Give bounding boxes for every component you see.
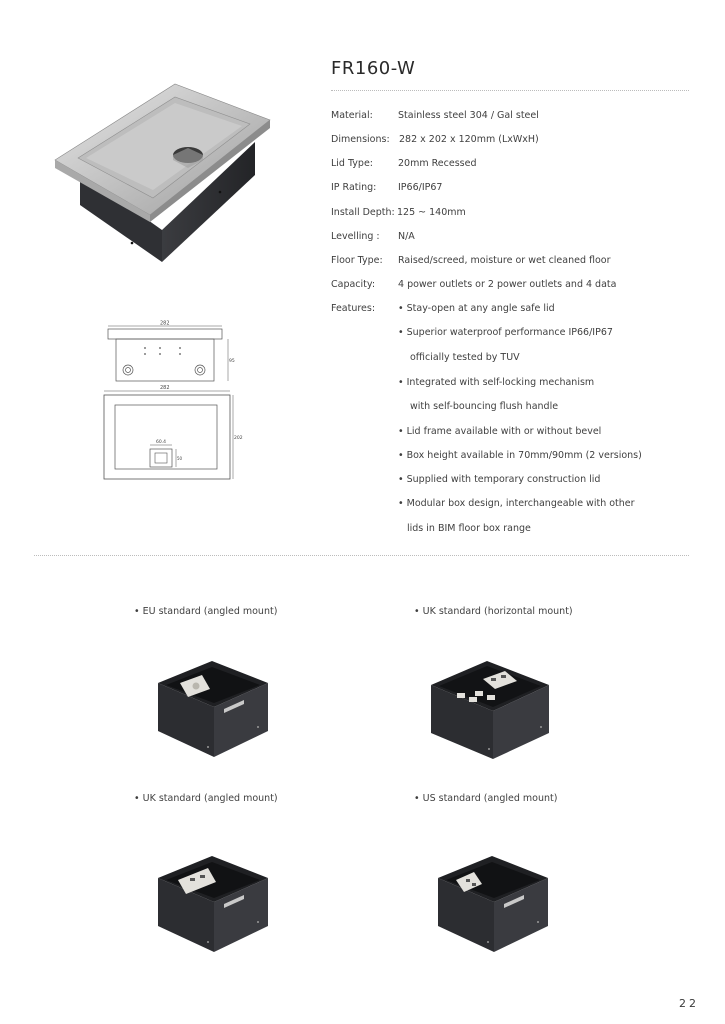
variant-caption-uk-angled: • UK standard (angled mount): [134, 793, 278, 804]
variant-photo-eu-angled: [150, 655, 275, 765]
feature-item: • Supplied with temporary construction lid: [398, 474, 601, 485]
dim-outlet-height: 50: [177, 456, 183, 461]
feature-item: • Integrated with self-locking mechanism: [398, 377, 595, 388]
dim-bottom-height: 202: [234, 436, 243, 441]
feature-item-continued: with self-bouncing flush handle: [410, 401, 559, 412]
spec-label-lid-type: Lid Type:: [331, 158, 374, 169]
spec-label-material: Material:: [331, 110, 373, 121]
spec-label-features: Features:: [331, 303, 376, 314]
plan-view-drawing: [100, 383, 243, 483]
variant-caption-eu-angled: • EU standard (angled mount): [134, 606, 278, 617]
spec-label-dimensions: Dimensions:: [331, 134, 390, 145]
side-view-drawing: [100, 320, 235, 390]
spec-value-install-depth: 125 ~ 140mm: [397, 207, 466, 218]
dim-side-height: 95: [229, 359, 235, 364]
spec-value-lid-type: 20mm Recessed: [398, 158, 477, 169]
spec-label-ip-rating: IP Rating:: [331, 182, 377, 193]
feature-item: • Modular box design, interchangeable with other: [398, 498, 635, 509]
dim-top-width: 282: [160, 320, 170, 327]
spec-value-levelling: N/A: [398, 231, 415, 242]
product-title: FR160-W: [331, 58, 416, 79]
dim-bottom-width: 282: [160, 385, 170, 391]
feature-item-continued: lids in BIM floor box range: [407, 523, 531, 534]
spec-value-floor-type: Raised/screed, moisture or wet cleaned floor: [398, 255, 611, 266]
spec-value-ip-rating: IP66/IP67: [398, 182, 443, 193]
spec-label-floor-type: Floor Type:: [331, 255, 383, 266]
title-divider: [331, 90, 689, 91]
feature-item: • Stay-open at any angle safe lid: [398, 303, 555, 314]
section-divider: [34, 555, 689, 556]
variant-caption-us-angled: • US standard (angled mount): [414, 793, 558, 804]
variant-caption-uk-horizontal: • UK standard (horizontal mount): [414, 606, 573, 617]
spec-value-capacity: 4 power outlets or 2 power outlets and 4 data: [398, 279, 617, 290]
page-number: 22: [679, 997, 699, 1010]
spec-label-capacity: Capacity:: [331, 279, 376, 290]
product-photo: [50, 80, 275, 265]
variant-photo-us-angled: [430, 850, 555, 960]
spec-value-dimensions: 282 x 202 x 120mm (LxWxH): [399, 134, 539, 145]
feature-item-continued: officially tested by TUV: [410, 352, 520, 363]
spec-value-material: Stainless steel 304 / Gal steel: [398, 110, 539, 121]
spec-label-levelling: Levelling :: [331, 231, 380, 242]
variant-photo-uk-horizontal: [425, 655, 555, 765]
feature-item: • Superior waterproof performance IP66/IP67: [398, 327, 613, 338]
spec-label-install-depth: Install Depth:: [331, 207, 395, 218]
variant-photo-uk-angled: [150, 850, 275, 960]
dim-outlet-width: 60.4: [156, 440, 167, 445]
feature-item: • Box height available in 70mm/90mm (2 versions): [398, 450, 642, 461]
feature-item: • Lid frame available with or without bevel: [398, 426, 602, 437]
